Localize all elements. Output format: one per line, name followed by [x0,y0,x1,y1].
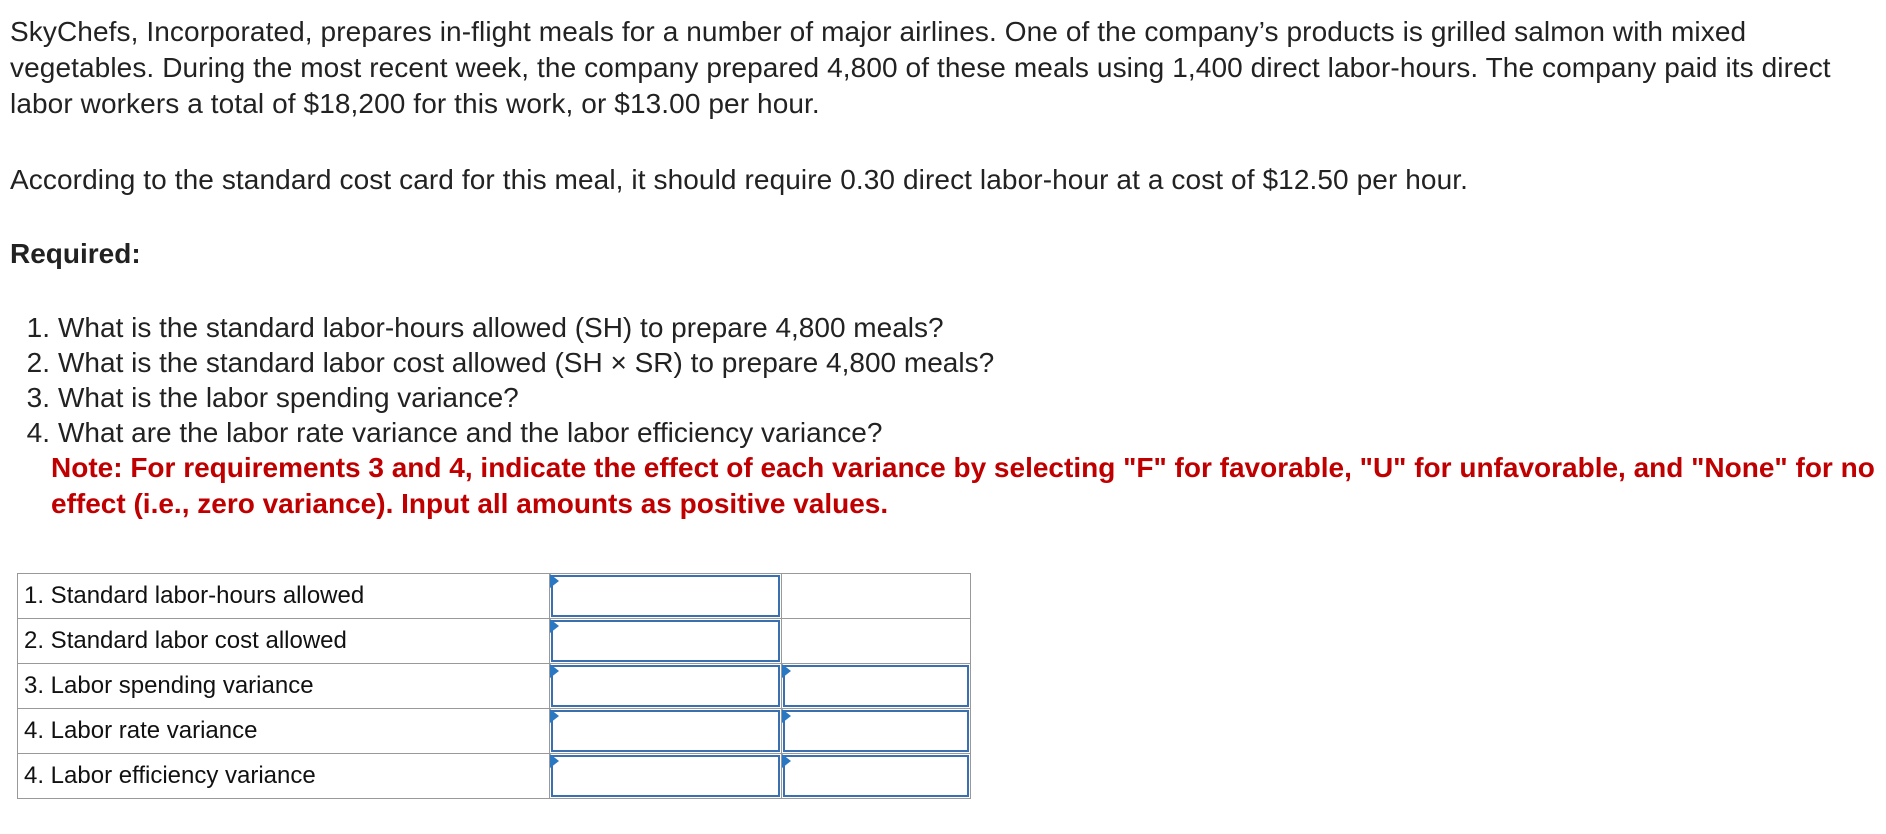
amount-input-box [551,710,780,752]
row-label: 4. Labor rate variance [18,709,550,754]
effect-cell [782,709,971,754]
requirement-text: What is the standard labor cost allowed (SH × SR) to prepare 4,800 meals? [58,347,995,378]
requirements-list [10,310,1876,450]
instruction-note: Note: For requirements 3 and 4, indicate the effect of each variance by selecting "F" for favorable, "U" for unfavorable, and "None" for no effect (i.e., zero variance). Input all amounts as positive values. [51,452,1875,519]
empty-cell [782,619,971,664]
input-flag-icon [782,664,791,678]
input-flag-icon [782,754,791,768]
table-row [18,709,971,754]
requirement-1 [10,310,1876,345]
effect-input-box [783,710,969,752]
amount-input[interactable] [553,757,778,795]
effect-input-box [783,665,969,707]
amount-cell [550,754,782,799]
table-row [18,754,971,799]
row-label: 1. Standard labor-hours allowed [18,574,550,619]
standard-cost-statement: According to the standard cost card for this meal, it should require 0.30 direct labor-hour at a cost of $12.50 per hour. [10,164,1469,195]
amount-cell [550,574,782,619]
amount-input-box [551,755,780,797]
empty-cell [782,574,971,619]
requirement-4 [10,415,1876,450]
problem-intro: SkyChefs, Incorporated, prepares in-flight meals for a number of major airlines. One of the company’s products is grilled salmon with mixed vegetables. During the most recent week, the company prepared 4,800 of these meals using 1,400 direct labor-hours. The company paid its direct labor workers a total of $18,200 for this work, or $13.00 per hour. [10,16,1831,119]
effect-select[interactable] [785,667,967,705]
requirement-number: 2. [26,347,50,378]
requirement-2 [10,345,1876,380]
effect-input-box [783,755,969,797]
row-label: 3. Labor spending variance [18,664,550,709]
amount-input[interactable] [553,667,778,705]
effect-cell [782,754,971,799]
amount-input-box [551,665,780,707]
requirement-number: 4. [26,417,50,448]
amount-input-box [551,620,780,662]
required-heading: Required: [10,238,141,269]
input-flag-icon [550,754,559,768]
requirement-text: What is the labor spending variance? [58,382,519,413]
requirement-text: What is the standard labor-hours allowed (SH) to prepare 4,800 meals? [58,312,944,343]
table-row [18,619,971,664]
effect-cell [782,664,971,709]
amount-input[interactable] [553,577,778,615]
effect-select[interactable] [785,757,967,795]
input-flag-icon [550,574,559,588]
amount-cell [550,709,782,754]
effect-select[interactable] [785,712,967,750]
input-flag-icon [550,664,559,678]
answer-table [17,573,971,799]
amount-cell [550,664,782,709]
input-flag-icon [550,619,559,633]
problem-content [10,14,1876,522]
row-label: 4. Labor efficiency variance [18,754,550,799]
input-flag-icon [782,709,791,723]
amount-input[interactable] [553,622,778,660]
amount-input[interactable] [553,712,778,750]
requirement-3 [10,380,1876,415]
row-label: 2. Standard labor cost allowed [18,619,550,664]
requirement-text: What are the labor rate variance and the labor efficiency variance? [58,417,883,448]
table-row [18,664,971,709]
requirement-number: 3. [26,382,50,413]
table-row [18,574,971,619]
input-flag-icon [550,709,559,723]
amount-input-box [551,575,780,617]
requirement-number: 1. [26,312,50,343]
amount-cell [550,619,782,664]
